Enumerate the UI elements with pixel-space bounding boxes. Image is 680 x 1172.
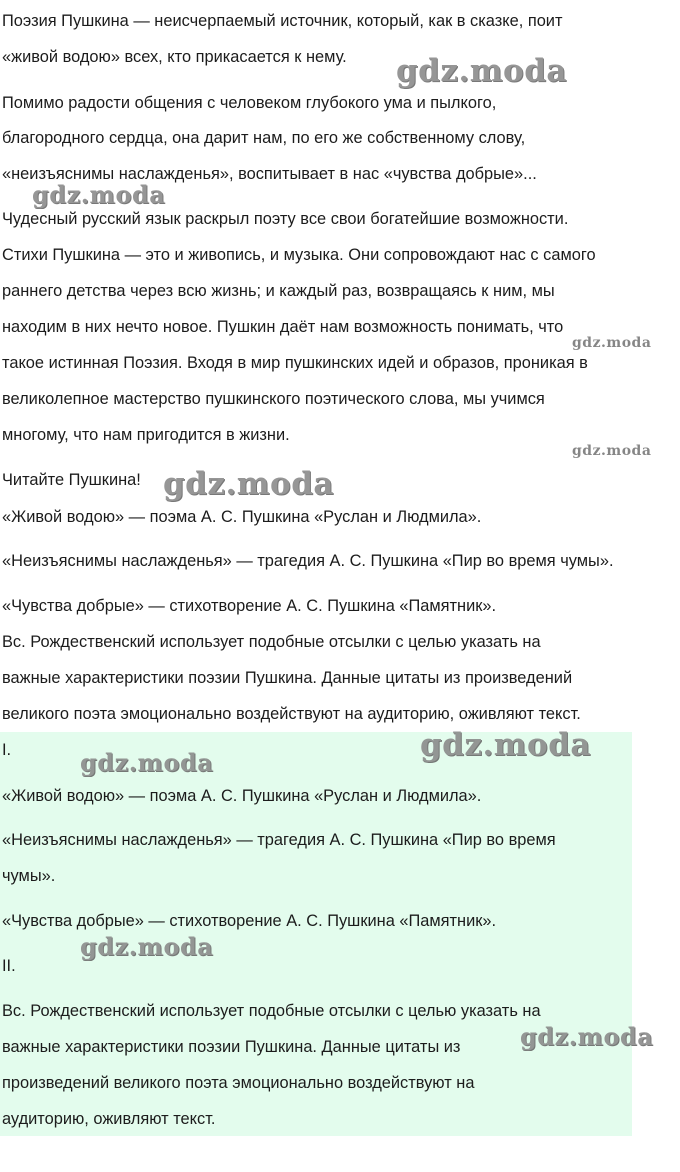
note-line: «Неизъяснимы наслажденья» — трагедия А. С. Пушкина «Пир во время чумы». bbox=[2, 552, 614, 570]
essay-line: «неизъяснимы наслажденья», воспитывает в нас «чувства добрые»... bbox=[2, 165, 537, 183]
watermark-logo: gdz.moda bbox=[80, 748, 214, 777]
essay-line: Читайте Пушкина! bbox=[2, 471, 141, 489]
watermark-logo: gdz.moda bbox=[32, 180, 166, 209]
answer-line: «Неизъяснимы наслажденья» — трагедия А. С. Пушкина «Пир во время bbox=[2, 831, 556, 849]
note-line: «Чувства добрые» — стихотворение А. С. Пушкина «Памятник». bbox=[2, 597, 497, 615]
essay-line: многому, что нам пригодится в жизни. bbox=[2, 426, 290, 444]
essay-line: благородного сердца, она дарит нам, по его же собственному слову, bbox=[2, 129, 526, 147]
section-two-label: II. bbox=[2, 957, 16, 975]
note-line: Вс. Рождественский использует подобные отсылки с целью указать на bbox=[2, 633, 541, 651]
answer-line: Вс. Рождественский использует подобные отсылки с целью указать на bbox=[2, 1002, 541, 1020]
essay-line: раннего детства через всю жизнь; и каждый раз, возвращаясь к ним, мы bbox=[2, 282, 555, 300]
section-one-label: I. bbox=[2, 741, 12, 759]
essay-line: Поэзия Пушкина — неисчерпаемый источник, который, как в сказке, поит bbox=[2, 12, 563, 30]
watermark-logo: gdz.moda bbox=[80, 932, 214, 961]
watermark-logo: gdz.moda bbox=[396, 53, 567, 89]
answer-line: произведений великого поэта эмоционально воздействуют на bbox=[2, 1074, 475, 1092]
watermark-logo: gdz.moda bbox=[520, 1022, 654, 1051]
note-line: «Живой водою» — поэма А. С. Пушкина «Руслан и Людмила». bbox=[2, 508, 482, 526]
watermark-logo: gdz.moda bbox=[572, 443, 652, 459]
essay-line: великолепное мастерство пушкинского поэтического слова, мы учимся bbox=[2, 390, 545, 408]
answer-line: чумы». bbox=[2, 867, 56, 885]
watermark-logo: gdz.moda bbox=[572, 335, 652, 351]
answer-line: важные характеристики поэзии Пушкина. Данные цитаты из bbox=[2, 1038, 461, 1056]
watermark-logo: gdz.moda bbox=[420, 727, 591, 763]
answer-line: «Живой водою» — поэма А. С. Пушкина «Руслан и Людмила». bbox=[2, 787, 482, 805]
answer-line: аудиторию, оживляют текст. bbox=[2, 1110, 216, 1128]
essay-line: Помимо радости общения с человеком глубокого ума и пылкого, bbox=[2, 94, 497, 112]
essay-line: «живой водою» всех, кто прикасается к нему. bbox=[2, 48, 347, 66]
essay-line: находим в них нечто новое. Пушкин даёт нам возможность понимать, что bbox=[2, 318, 564, 336]
essay-line: такое истинная Поэзия. Входя в мир пушкинских идей и образов, проникая в bbox=[2, 354, 588, 372]
essay-line: Стихи Пушкина — это и живопись, и музыка. Они сопровождают нас с самого bbox=[2, 246, 596, 264]
essay-line: Чудесный русский язык раскрыл поэту все свои богатейшие возможности. bbox=[2, 210, 569, 228]
note-line: великого поэта эмоционально воздействуют на аудиторию, оживляют текст. bbox=[2, 705, 581, 723]
watermark-logo: gdz.moda bbox=[163, 466, 334, 502]
answer-line: «Чувства добрые» — стихотворение А. С. Пушкина «Памятник». bbox=[2, 912, 497, 930]
note-line: важные характеристики поэзии Пушкина. Данные цитаты из произведений bbox=[2, 669, 573, 687]
